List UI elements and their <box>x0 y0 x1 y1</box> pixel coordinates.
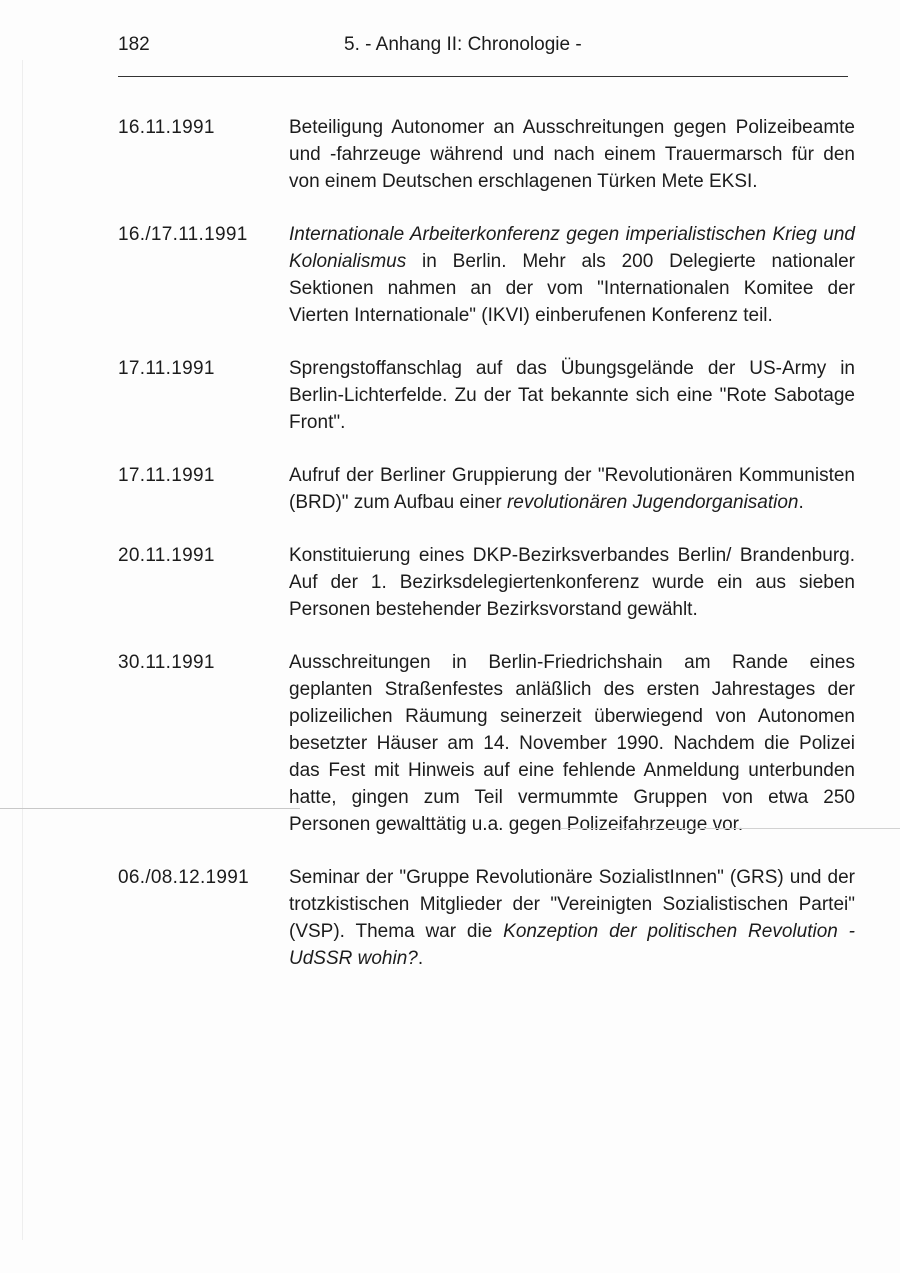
entry-text-segment: Seminar der "Gruppe Revolutionäre SozialistInnen" (GRS) und der trotzkistischen Mitglieder der "Vereinigten Sozialistischen Partei" (VSP). Thema war die <box>289 867 855 942</box>
entry-text-italic: revolutionären Jugendorganisation <box>506 492 799 513</box>
entry-date: 17.11.1991 <box>118 465 215 486</box>
header-rule <box>118 76 848 77</box>
entry-text-segment: Aufruf der Berliner Gruppierung der "Revolutionären Kommunisten (BRD)" zum Aufbau einer <box>289 465 855 513</box>
scan-edge-shadow <box>22 60 23 1240</box>
chronology-entry <box>118 355 858 436</box>
chronology-list <box>118 114 858 998</box>
chronology-entry <box>118 462 858 516</box>
entry-date: 06./08.12.1991 <box>118 867 249 888</box>
scan-artifact-line <box>0 808 300 809</box>
scan-artifact-line <box>560 828 900 829</box>
entry-text-segment: in Berlin. Mehr als 200 Delegierte nationaler Sektionen nahmen an der vom "Internationalen Komitee der Vierten Internationale" (IKVI) einberufenen Konferenz teil. <box>289 251 855 326</box>
entry-text-segment: Beteiligung Autonomer an Ausschreitungen gegen Polizeibeamte und -fahrzeuge während und nach einem Trauermarsch für den von einem Deutschen erschlagenen Türken Mete EKSI. <box>289 117 855 192</box>
chronology-entry <box>118 221 858 329</box>
chronology-entry <box>118 649 858 838</box>
chronology-entry <box>118 114 858 195</box>
entry-text-segment: Konstituierung eines DKP-Bezirksverbandes Berlin/ Brandenburg. Auf der 1. Bezirksdelegiertenkonferenz wurde ein aus sieben Personen bestehender Bezirksvorstand gewählt. <box>289 545 855 620</box>
page-header <box>118 34 848 64</box>
chronology-entry <box>118 864 858 972</box>
entry-text-italic: Konzeption der politischen Revolution - UdSSR wohin? <box>289 921 856 969</box>
entry-text <box>289 649 855 838</box>
entry-text-segment: . <box>417 948 424 969</box>
entry-text <box>289 462 855 516</box>
entry-date: 17.11.1991 <box>118 358 215 379</box>
chronology-entry <box>118 542 858 623</box>
entry-text-segment: . <box>798 492 804 513</box>
entry-text-segment: Sprengstoffanschlag auf das Übungsgelände der US-Army in Berlin-Lichterfelde. Zu der Tat bekannte sich eine "Rote Sabotage Front". <box>289 358 855 433</box>
entry-date: 20.11.1991 <box>118 545 215 566</box>
entry-text <box>289 355 855 436</box>
running-title: 5. - Anhang II: Chronologie - <box>344 34 582 55</box>
entry-text <box>289 114 855 195</box>
entry-text <box>289 221 855 329</box>
entry-date: 30.11.1991 <box>118 652 215 673</box>
entry-text <box>289 864 855 972</box>
entry-date: 16.11.1991 <box>118 117 215 138</box>
page-number: 182 <box>118 34 150 55</box>
entry-text-segment: Ausschreitungen in Berlin-Friedrichshain am Rande eines geplanten Straßenfestes anläßlich des ersten Jahrestages der polizeilichen Räumung seinerzeit überwiegend von Autonomen besetzter Häuser am 14. November 1990. Nachdem die Polizei das Fest mit Hinweis auf eine fehlende Anmeldung unterbunden hatte, gingen zum Teil vermummte Gruppen von etwa 250 Personen gewalttätig u.a. gegen Polizeifahrzeuge vor. <box>289 652 855 835</box>
entry-text-italic: Internationale Arbeiterkonferenz gegen imperialistischen Krieg und Kolonialismus <box>289 224 855 272</box>
entry-text <box>289 542 855 623</box>
entry-date: 16./17.11.1991 <box>118 224 248 245</box>
